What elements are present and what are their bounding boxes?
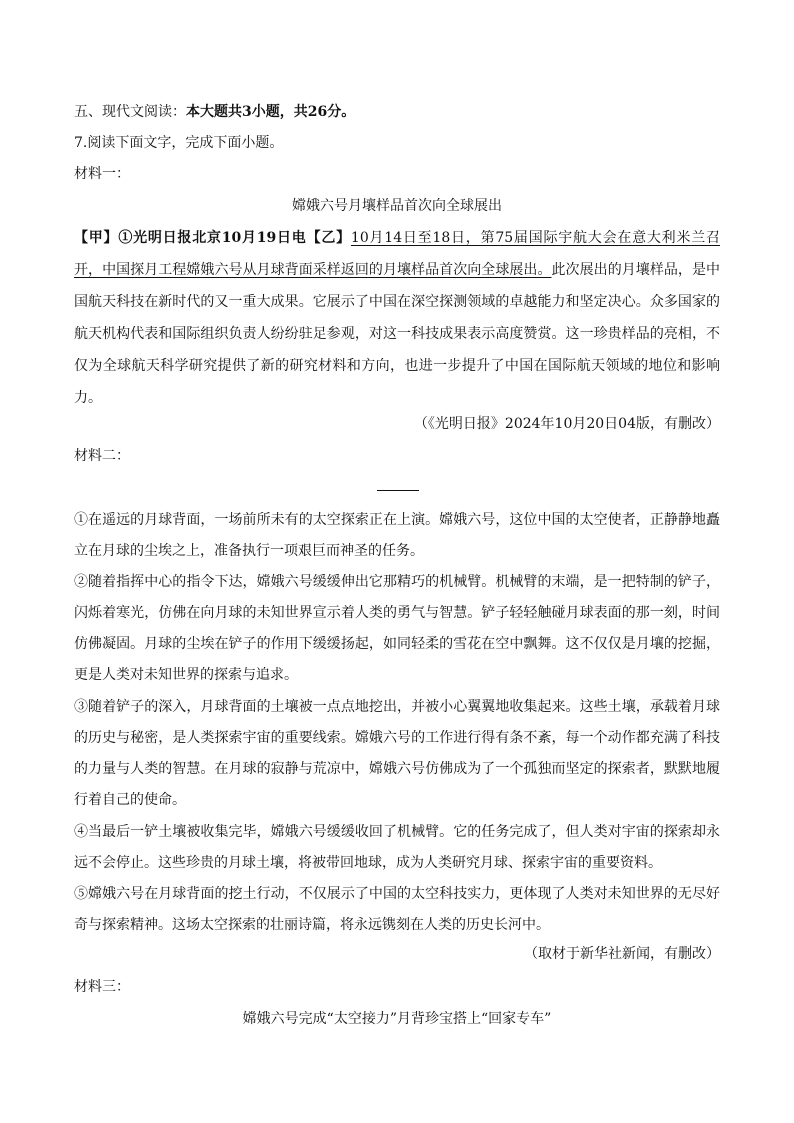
material1-line: 开，中国探月工程嫦娥六号从月球背面采样返回的月壤样品首次向全球展出。此次展出的月壤样品，是中 [74,262,721,278]
material2-line: ②随着指挥中心的指令下达，嫦娥六号缓缓伸出它那精巧的机械臂。机械臂的末端，是一把特制的铲子， [74,574,720,590]
underlined-sentence: 10月14日至18日，第75届国际宇航大会在意大利米兰召 [350,230,720,246]
material1-label: 材料一： [74,166,130,182]
section-header [74,102,355,122]
material2-line: 行着自己的使命。 [74,792,186,808]
material1-line: 仅为全球航天科学研究提供了新的研究材料和方向，也进一步提升了中国在国际航天领域的地位和影响 [74,358,720,374]
material3-label: 材料三： [74,979,130,995]
material3-title: 嫦娥六号完成“太空接力”月背珍宝搭上“回家专车” [242,1011,552,1027]
material2-line: 的力量与人类的智慧。在月球的寂静与荒凉中，嫦娥六号仿佛成为了一个孤独而坚定的探索者，默默地履 [74,761,720,777]
material2-line: ③随着铲子的深入，月球背面的土壤被一点点地挖出，并被小心翼翼地收集起来。这些土壤，承载着月球 [74,699,720,715]
material2-line: 的历史与秘密，是人类探索宇宙的重要线索。嫦娥六号的工作进行得有条不紊，每一个动作都充满了科技 [74,730,720,746]
material2-line: 闪烁着寒光，仿佛在向月球的未知世界宣示着人类的勇气与智慧。铲子轻轻触碰月球表面的那一刻，时间 [74,605,720,621]
question-instruction: 7.阅读下面文字，完成下面小题。 [74,135,284,151]
material1-line: 航天机构代表和国际组织负责人纷纷驻足参观，对这一科技成果表示高度赞赏。这一珍贵样品的亮相，不 [74,326,720,342]
material2-line: 立在月球的尘埃之上，准备执行一项艰巨而神圣的任务。 [74,543,424,559]
material2-line: 奇与探索精神。这场太空探索的壮丽诗篇，将永远镌刻在人类的历史长河中。 [74,917,550,933]
material2-label: 材料二： [74,448,130,464]
material2-line: 更是人类对未知世界的探索与追求。 [74,667,298,683]
material2-line: ①在遥远的月球背面，一场前所未有的太空探索正在上演。嫦娥六号，这位中国的太空使者，正静静地矗 [74,512,720,528]
material2-source: （取材于新华社新闻，有删改） [524,946,720,962]
material1-line: 国航天科技在新时代的又一重大成果。它展示了中国在深空探测领域的卓越能力和坚定决心。众多国家的 [74,294,720,310]
underlined-sentence: 开，中国探月工程嫦娥六号从月球背面采样返回的月壤样品首次向全球展出。 [74,262,552,278]
section-header-prefix: 五、现代文阅读： [74,104,186,120]
material1-line [74,228,720,248]
section-header-detail: 本大题共3小题，共26分。 [186,104,356,120]
material1-source: （《光明日报》2024年10月20日04版，有删改） [413,416,720,432]
material2-line: 远不会停止。这些珍贵的月球土壤，将被带回地球，成为人类研究月球、探索宇宙的重要资料。 [74,855,662,871]
material2-line: ④当最后一铲土壤被收集完毕，嫦娥六号缓缓收回了机械臂。它的任务完成了，但人类对宇宙的探索却永 [74,824,720,840]
material2-line: 仿佛凝固。月球的尘埃在铲子的作用下缓缓扬起，如同轻柔的雪花在空中飘舞。这不仅仅是月壤的挖掘， [74,636,720,652]
dateline-marked: 【甲】①光明日报北京10月19日电【乙】 [74,230,351,246]
title-blank-line [377,490,419,491]
material1-title: 嫦娥六号月壤样品首次向全球展出 [292,198,502,214]
material2-line: ⑤嫦娥六号在月球背面的挖土行动，不仅展示了中国的太空科技实力，更体现了人类对未知世界的无尽好 [74,886,720,902]
material1-line: 力。 [74,390,102,406]
